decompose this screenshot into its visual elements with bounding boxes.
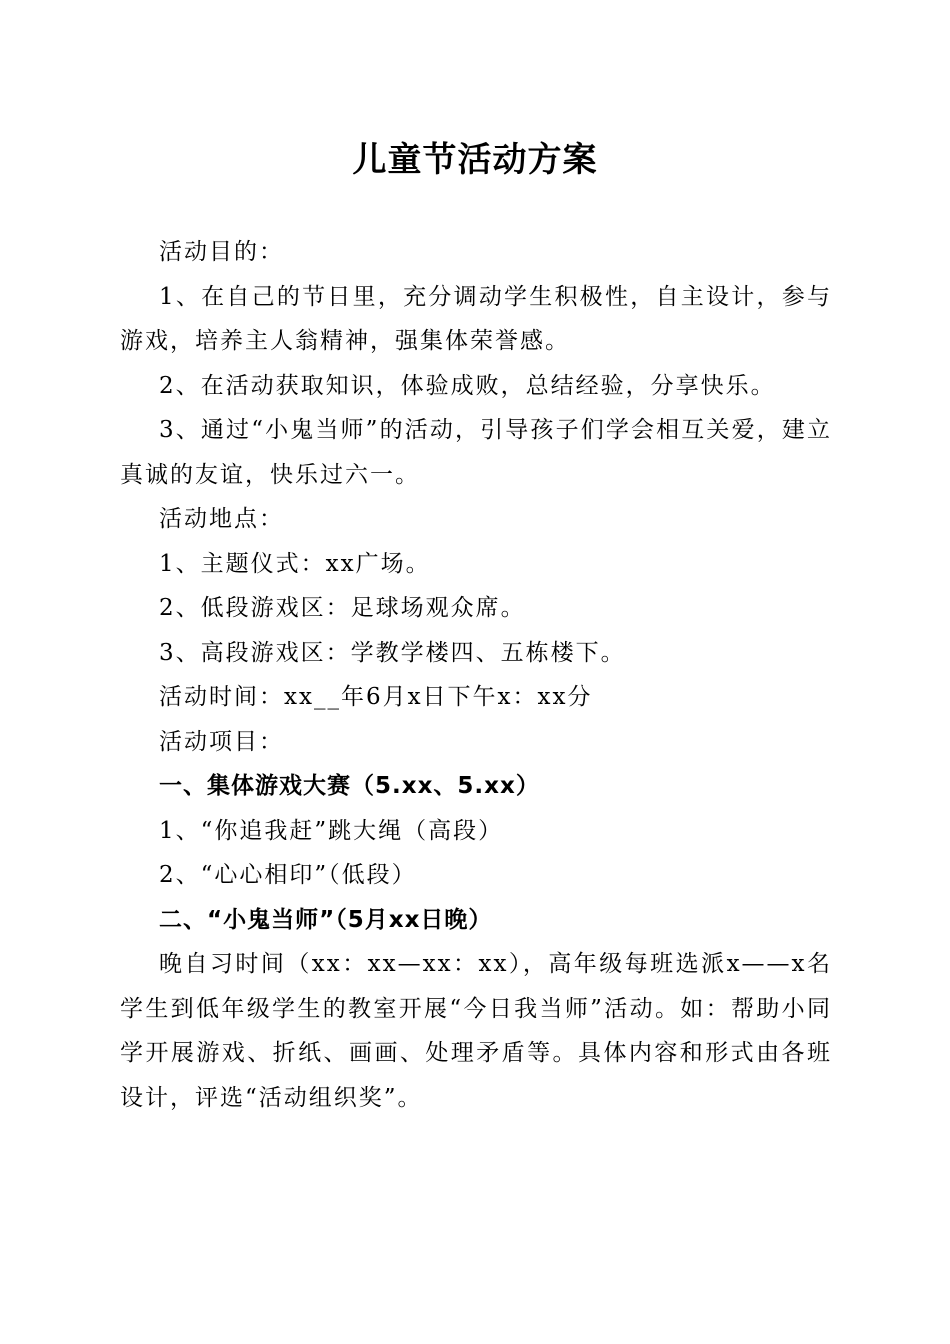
activity-time: 活动时间：xx__年6月x日下午x：xx分 <box>159 684 593 710</box>
location-item-2: 2、低段游戏区：足球场观众席。 <box>159 595 526 621</box>
section-heading-projects: 活动项目： <box>159 728 284 755</box>
document-title: 儿童节活动方案 <box>352 140 598 180</box>
project-2-description: 晚自习时间（xx：xx—xx：xx），高年级每班选派x——x名学生到低年级学生的教室开展“今日我当师”活动。如：帮助小同学开展游戏、折纸、画画、处理矛盾等。具体内容和形式由各班设计，评选“活动组织奖”。 <box>120 951 832 1111</box>
project-1-item-2: 2、“心心相印”（低段） <box>159 862 417 888</box>
purpose-item-2: 2、在活动获取知识，体验成败，总结经验，分享快乐。 <box>159 372 776 399</box>
purpose-item-1: 1、在自己的节日里，充分调动学生积极性，自主设计，参与游戏，培养主人翁精神，强集体荣誉感。 <box>120 283 832 354</box>
location-item-3: 3、高段游戏区：学教学楼四、五栋楼下。 <box>159 639 626 666</box>
project-1-item-1: 1、“你追我赶”跳大绳（高段） <box>159 817 504 844</box>
section-heading-location: 活动地点： <box>159 506 284 532</box>
location-item-1: 1、主题仪式：xx广场。 <box>159 550 431 577</box>
document-body <box>120 230 832 1120</box>
section-heading-purpose: 活动目的： <box>159 239 284 265</box>
purpose-item-3: 3、通过“小鬼当师”的活动，引导孩子们学会相互关爱，建立真诚的友谊，快乐过六一。 <box>120 417 832 488</box>
project-heading-1: 一、集体游戏大赛（5.xx、5.xx） <box>159 773 540 799</box>
project-heading-2: 二、“小鬼当师”（5月xx日晚） <box>159 906 493 933</box>
